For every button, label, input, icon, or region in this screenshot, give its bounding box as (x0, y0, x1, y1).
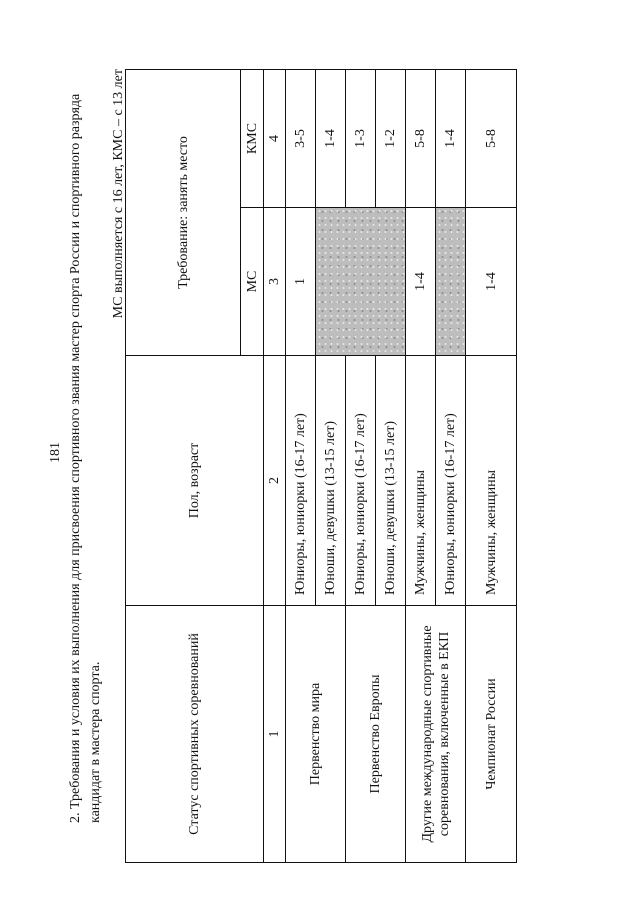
kms-cell: 1-2 (376, 70, 406, 208)
table-row (286, 70, 316, 863)
gender-age-cell: Мужчины, женщины (406, 356, 436, 606)
gender-age-cell: Юниоры, юниорки (16-17 лет) (436, 356, 466, 606)
header-status: Статус спортивных соревнований (126, 606, 264, 863)
table-row (346, 70, 376, 863)
requirements-table (125, 69, 517, 863)
kms-cell: 5-8 (406, 70, 436, 208)
status-cell: Другие международные спортивные соревнования, включенные в ЕКП (406, 606, 466, 863)
gender-age-cell: Юноши, девушки (13-15 лет) (316, 356, 346, 606)
kms-cell: 1-3 (346, 70, 376, 208)
column-number: 3 (264, 208, 286, 356)
header-requirement: Требование: занять место (126, 70, 241, 356)
kms-cell: 3-5 (286, 70, 316, 208)
header-kms: КМС (241, 70, 264, 208)
ms-shaded-cell (316, 208, 406, 356)
ms-shaded-cell (436, 208, 466, 356)
gender-age-cell: Юниоры, юниорки (16-17 лет) (286, 356, 316, 606)
gender-age-cell: Юноши, девушки (13-15 лет) (376, 356, 406, 606)
page-number: 181 (48, 442, 63, 463)
column-number: 4 (264, 70, 286, 208)
column-number: 2 (264, 356, 286, 606)
kms-cell: 5-8 (466, 70, 517, 208)
header-gender-age: Пол, возраст (126, 356, 264, 606)
gender-age-cell: Юниоры, юниорки (16-17 лет) (346, 356, 376, 606)
header-ms: МС (241, 208, 264, 356)
ms-cell: 1 (286, 208, 316, 356)
section-heading: 2. Требования и условия их выполнения для присвоения спортивного звания мастер спорта России и спортивного разряда кандидат в мастера спорта. (68, 93, 103, 823)
status-cell: Чемпионат России (466, 606, 517, 863)
gender-age-cell: Мужчины, женщины (466, 356, 517, 606)
ms-cell: 1-4 (406, 208, 436, 356)
status-cell: Первенство Европы (346, 606, 406, 863)
table-header-row (126, 70, 241, 863)
table-row (406, 70, 436, 863)
kms-cell: 1-4 (316, 70, 346, 208)
kms-cell: 1-4 (436, 70, 466, 208)
column-number-row (264, 70, 286, 863)
ms-cell: 1-4 (466, 208, 517, 356)
column-number: 1 (264, 606, 286, 863)
status-cell: Первенство мира (286, 606, 346, 863)
age-note: МС выполняется с 16 лет, КМС – с 13 лет (111, 69, 126, 319)
table-row (466, 70, 517, 863)
